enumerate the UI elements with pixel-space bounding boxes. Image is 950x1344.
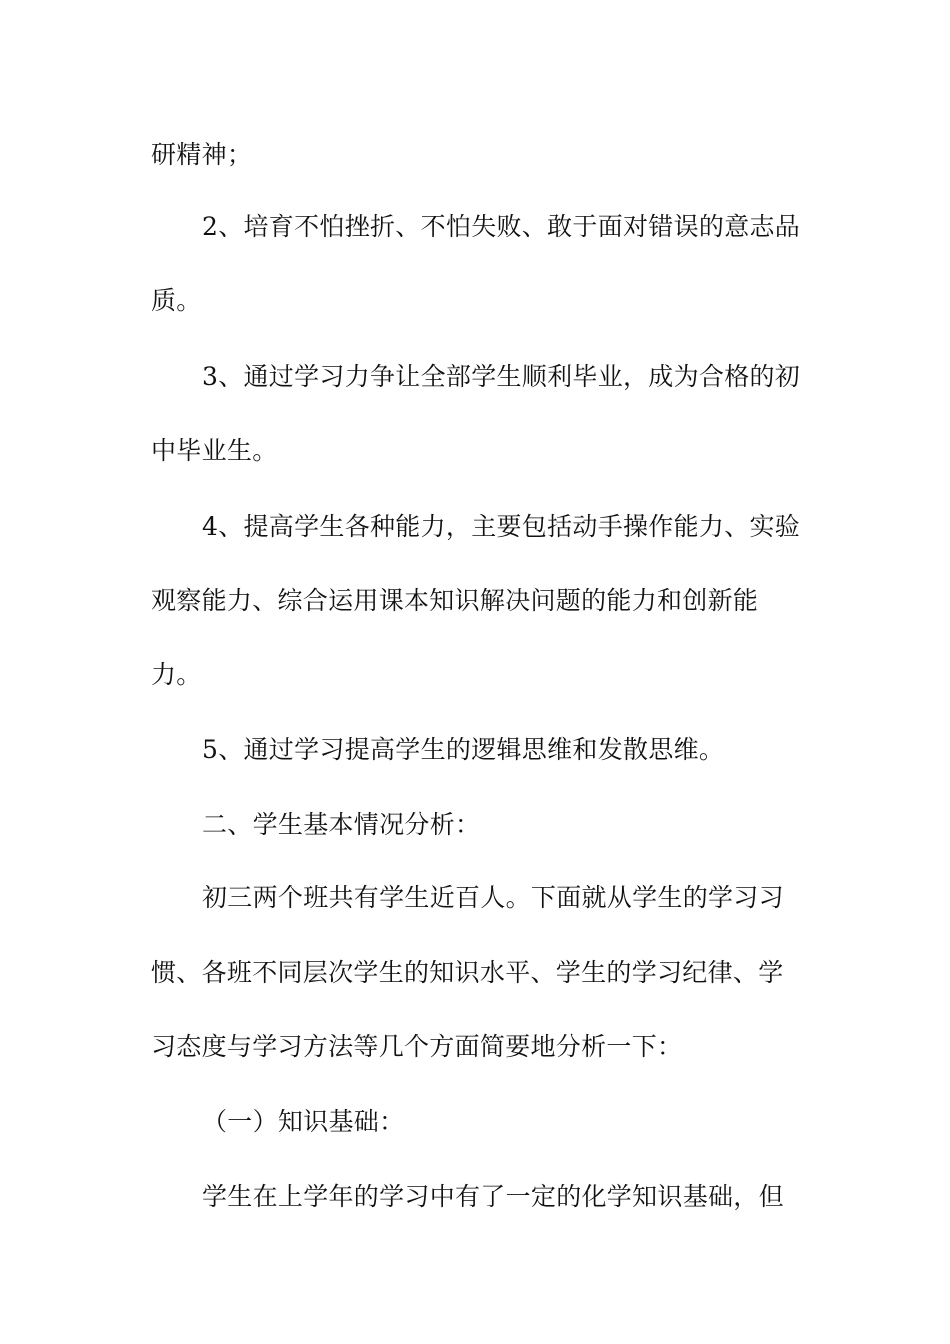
text-line-8: 力。 [151,660,202,689]
section-heading: 二、学生基本情况分析： [202,810,481,839]
text-line-15: 学生在上学年的学习中有了一定的化学知识基础，但 [202,1182,784,1211]
text-line-4: 3、通过学习力争让全部学生顺利毕业，成为合格的初 [202,362,801,391]
text-line-11: 初三两个班共有学生近百人。下面就从学生的学习习 [202,883,784,912]
text-line-7: 观察能力、综合运用课本知识解决问题的能力和创新能 [151,586,759,615]
text-line-9: 5、通过学习提高学生的逻辑思维和发散思维。 [202,735,725,764]
text-line-5: 中毕业生。 [151,436,278,465]
text-line-13: 习态度与学习方法等几个方面简要地分析一下： [151,1032,683,1061]
text-line-6: 4、提高学生各种能力，主要包括动手操作能力、实验 [202,512,801,541]
text-line-12: 惯、各班不同层次学生的知识水平、学生的学习纪律、学 [151,958,784,987]
text-line-2: 2、培育不怕挫折、不怕失败、敢于面对错误的意志品 [202,212,801,241]
text-line-1: 研精神； [151,140,253,169]
subsection-heading: （一）知识基础： [202,1107,405,1136]
text-line-3: 质。 [151,286,202,315]
